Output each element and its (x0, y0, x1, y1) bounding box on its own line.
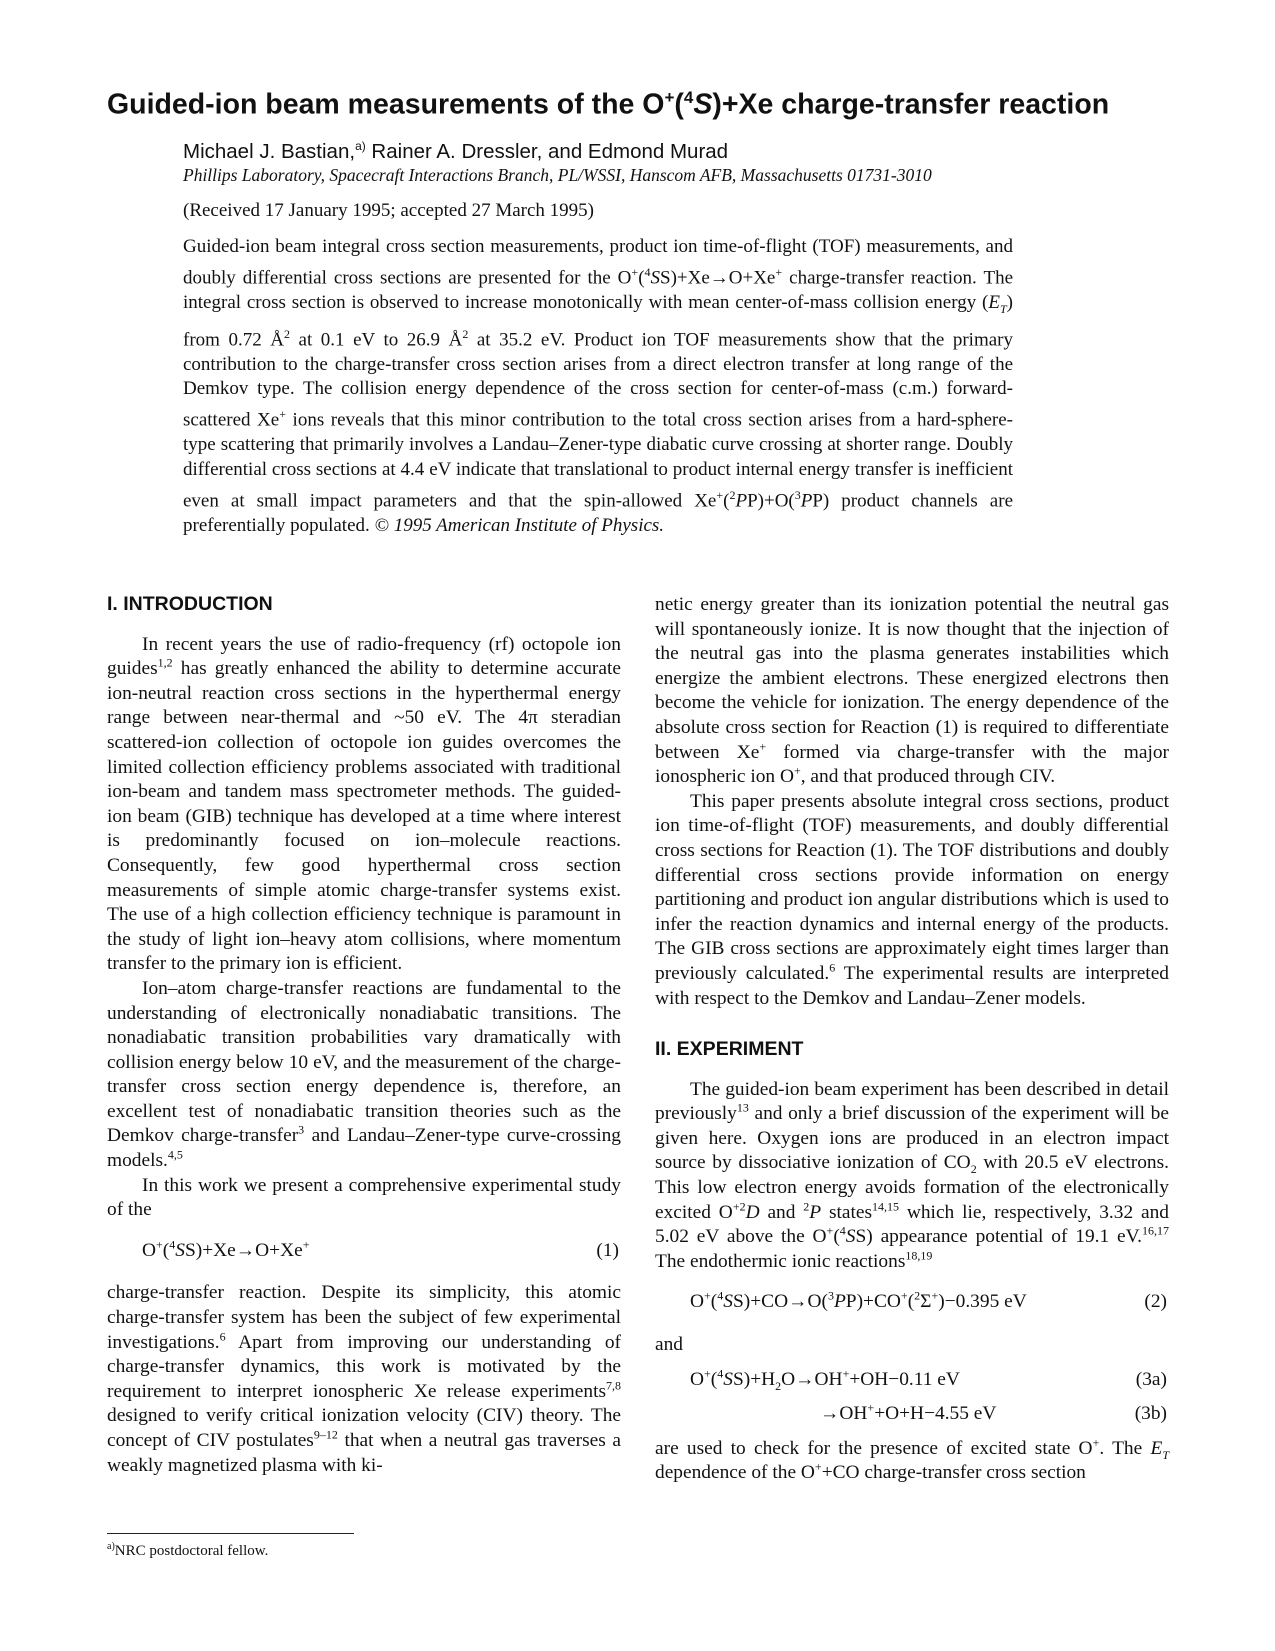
paragraph: netic energy greater than its ionization potential the neutral gas will spontaneously ionize. It is now thought that the injection of the neutral gas into the plasma generates instabilities which energize the ambient electrons. These energized electrons then become the vehicle for ionization. The energy dependence of the absolute cross section for Reaction (1) is required to differentiate between Xe+ formed via charge-transfer with the major ionospheric ion O+, and that produced through CIV. (655, 594, 1170, 788)
abstract: Guided-ion beam integral cross section measurements, product ion time-of-flight (TOF) measurements, and doubly differential cross sections are presented for the O+($^4$SS)+Xe→O+Xe+ charge-transfer reaction. The integral cross section is observed to increase monotonically with mean center-of-mass collision energy $(E_T)$ from 0.72 $Å^2$ at 0.1 eV to 26.9 $Å^2$ at 35.2 eV. Product ion TOF measurements show that the primary contribution to the charge-transfer cross section arises from a direct electron transfer at long range of the Demkov type. The collision energy dependence of the cross section for center-of-mass (c.m.) forward-scattered Xe+ ions reveals that this minor contribution to the total cross section arises from a hard-sphere-type scattering that primarily involves a Landau–Zener-type diabatic curve crossing at shorter range. Doubly differential cross sections at 4.4 eV indicate that translational to product internal energy transfer is inefficient even at small impact parameters and that the spin-allowed Xe+($^2$PP)+O($^3$PP) product channels are preferentially populated. © 1995 American Institute of Physics. (183, 236, 1014, 537)
affiliation: Phillips Laboratory, Spacecraft Interactions Branch, PL/WSSI, Hanscom AFB, Massachusetts 01731-3010 (183, 165, 932, 185)
paragraph: Ion–atom charge-transfer reactions are fundamental to the understanding of electronically nonadiabatic transitions. The nonadiabatic transition probabilities vary dramatically with collision energy below 10 eV, and the measurement of the charge-transfer cross section energy dependence is, therefore, an excellent test of nonadiabatic transition theories such as the Demkov charge-transfer$^3$ and Landau–Zener-type curve-crossing models.$^{4,5}$ (107, 977, 621, 1172)
right-column (655, 593, 1169, 1486)
section-heading-introduction: I. INTRODUCTION (107, 593, 273, 615)
paragraph: In recent years the use of radio-frequency (rf) octopole ion guides$^{1,2}$ has greatly enhanced the ability to determine accurate ion-neutral reaction cross sections in the hyperthermal energy range between near-thermal and ~50 eV. The 4π steradian scattered-ion collection of octopole ion guides overcomes the limited collection efficiency problems associated with traditional ion-beam and tandem mass spectrometer methods. The guided-ion beam (GIB) technique has developed at a time where interest is predominantly focused on ion–molecule reactions. Consequently, few good hyperthermal cross section measurements of simple atomic charge-transfer systems exist. The use of a high collection efficiency technique is paramount in the study of light ion–heavy atom collisions, where momentum transfer to the primary ion is efficient. (107, 633, 621, 975)
citation: 1,2 (157, 655, 173, 670)
paragraph: charge-transfer reaction. Despite its simplicity, this atomic charge-transfer system has been the subject of few experimental investigations.$^6$ Apart from improving our understanding of charge-transfer dynamics, this work is motivated by the requirement to interpret ionospheric Xe release experiments$^{7,8}$ designed to verify critical ionization velocity (CIV) theory. The concept of CIV postulates$^{9-12}$ that when a neutral gas traverses a weakly magnetized plasma with ki- (107, 1282, 621, 1476)
citation: 9–12 (313, 1427, 338, 1442)
citation: 7,8 (606, 1378, 621, 1393)
equation-1: O+($^4$SS)+Xe→O+Xe+ (1) (107, 1239, 621, 1264)
footnote-rule (107, 1533, 354, 1534)
citation: 6 (829, 960, 836, 975)
copyright-notice: © 1995 American Institute of Physics. (374, 515, 665, 537)
citation: 3 (298, 1123, 305, 1137)
citation: 4,5 (167, 1147, 183, 1162)
citation: 16,17 (1142, 1223, 1170, 1238)
paragraph: In this work we present a comprehensive experimental study of the (107, 1174, 621, 1221)
author-list: Michael J. Bastian,$^{a)}$ Rainer A. Dressler, and Edmond Murad (183, 139, 729, 163)
citation: 14,15 (872, 1199, 900, 1214)
paragraph: This paper presents absolute integral cross sections, product ion time-of-flight (TOF) measurements, and doubly differential cross sections for Reaction (1). The TOF distributions and doubly differential cross sections provide information on energy partitioning and product ion angular distributions which is used to infer the reaction dynamics and internal energy of the products. The GIB cross sections are approximately eight times larger than previously calculated.$^6$ The experimental results are interpreted with respect to the Demkov and Landau–Zener models. (655, 790, 1169, 1009)
equation-2: O+($^4$SS)+CO→O($^3$PP)+CO+($^2$Σ+)−0.395 eV (2) (655, 1290, 1169, 1315)
received-dates: (Received 17 January 1995; accepted 27 March 1995) (183, 200, 594, 221)
equation-number: (3b) (1134, 1403, 1167, 1425)
paragraph: and (655, 1334, 683, 1356)
paragraph: are used to check for the presence of excited state O+. The $E_T$ dependence of the O++CO charge-transfer cross section (655, 1435, 1170, 1484)
section-heading-experiment: II. EXPERIMENT (655, 1038, 804, 1061)
paper-title: Guided-ion beam measurements of the O+($^4$S)+Xe charge-transfer reaction (107, 88, 1110, 121)
equation-3b: →OH++O+H−4.55 eV (3b) (655, 1402, 1169, 1427)
paragraph: The guided-ion beam experiment has been described in detail previously$^{13}$ and only a brief discussion of the experiment will be given here. Oxygen ions are produced in an electron impact source by dissociative ionization of $CO_2$ with 20.5 eV electrons. This low electron energy avoids formation of the electronically excited $O^{+2}D$ and $^2$P states$^{14,15}$ which lie, respectively, 3.32 and 5.02 eV above the O+($^4$SS) appearance potential of 19.1 eV.$^{16,17}$ The endothermic ionic reactions$^{18,19}$ (655, 1078, 1170, 1272)
footnote: $^{a)}$NRC postdoctoral fellow. (107, 1541, 269, 1559)
citation: 6 (219, 1329, 226, 1344)
citation: 18,19 (905, 1248, 933, 1263)
equation-3a: $O^+(^4SS)+H_2O\to OH^++OH-0.11$ eV (3a) (690, 1366, 1167, 1393)
left-column (107, 592, 621, 1478)
equation-number: (1) (596, 1239, 619, 1261)
equation-number: (2) (1144, 1291, 1167, 1313)
citation: 13 (736, 1100, 749, 1115)
equation-number: (3a) (1135, 1368, 1167, 1390)
